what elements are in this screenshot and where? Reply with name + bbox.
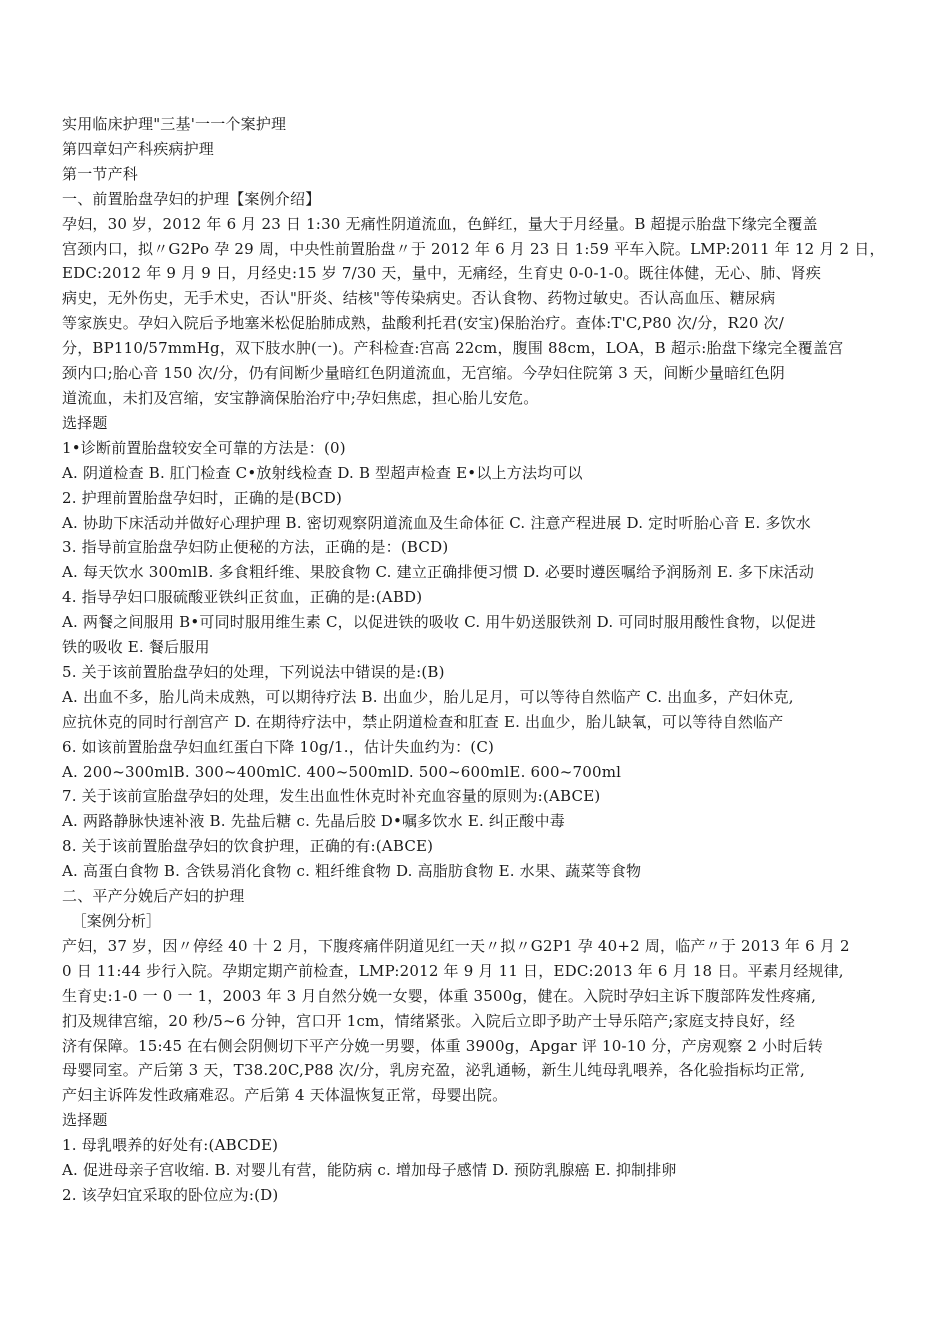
case1-line: 分，BP110/57mmHg，双下肢水肿(一)。产科检查:宫高 22cm，腹围 88cm，LOA，B 超示:胎盘下缘完全覆盖宫 [62, 339, 844, 358]
document-page [62, 112, 888, 1208]
case1-heading: 一、前置胎盘孕妇的护理【案例介绍】 [62, 189, 321, 208]
case2-line: 济有保障。15:45 在右侧会阴侧切下平产分娩一男婴，体重 3900g，Apgar 评 10-10 分，产房观察 2 小时后转 [62, 1036, 823, 1055]
question-text: 3. 指导前宣胎盘孕妇防止便秘的方法，正确的是：(BCD) [62, 538, 449, 557]
case1-questions [62, 436, 888, 884]
case2-heading: 二、平产分娩后产妇的护理 [62, 887, 245, 906]
chapter-title: 第四章妇产科疾病护理 [62, 139, 215, 158]
question-text: 7. 关于该前宣胎盘孕妇的处理，发生出血性休克时补充血容量的原则为:(ABCE) [62, 787, 601, 806]
question-text: 6. 如该前置胎盘孕妇血红蛋白下降 10g/1.，估计失血约为：(C) [62, 737, 495, 756]
case1-line: 道流血，未扪及宫缩，安宝静滴保胎治疗中;孕妇焦虑，担心胎儿安危。 [62, 388, 539, 407]
case1-line: 孕妇，30 岁，2012 年 6 月 23 日 1:30 无痛性阴道流血，色鲜红，量大于月经量。B 超提示胎盘下缘完全覆盖 [62, 214, 818, 233]
case2-line: 0 日 11:44 步行入院。孕期定期产前检查，LMP:2012 年 9 月 11 日，EDC:2013 年 6 月 18 日。平素月经规律, [62, 961, 844, 980]
case2-line: 产妇，37 岁，因〃停经 40 十 2 月，下腹疼痛伴阴道见红一天〃拟〃G2P1 孕 40+2 周，临产〃于 2013 年 6 月 2 [62, 936, 850, 955]
answer-options: A. 200~300mlB. 300~400mlC. 400~500mlD. 500~600mlE. 600~700ml [62, 762, 622, 781]
answer-options: A. 阴道检查 B. 肛门检查 C•放射线检查 D. B 型超声检查 E•以上方法均可以 [62, 463, 583, 482]
case1-line: 病史，无外伤史，无手术史，否认"肝炎、结核"等传染病史。否认食物、药物过敏史。否认高血压、糖尿病 [62, 289, 776, 308]
answer-options: A. 高蛋白食物 B. 含铁易消化食物 c. 粗纤维食物 D. 高脂肪食物 E. 水果、蔬菜等食物 [62, 862, 642, 881]
case1-line: 宫颈内口，拟〃G2Po 孕 29 周，中央性前置胎盘〃于 2012 年 6 月 23 日 1:59 平车入院。LMP:2011 年 12 月 2 日， [62, 239, 885, 258]
answer-options: 应抗休克的同时行剖宫产 D. 在期待疗法中，禁止阴道检查和肛查 E. 出血少，胎儿缺氧，可以等待自然临产 [62, 712, 784, 731]
question-text: 8. 关于该前置胎盘孕妇的饮食护理，正确的有:(ABCE) [62, 837, 434, 856]
case2-line: 扪及规律宫缩，20 秒/5~6 分钟，宫口开 1cm，情绪紧张。入院后立即予助产士导乐陪产;家庭支持良好，经 [62, 1011, 796, 1030]
case2-questions [62, 1133, 888, 1208]
case2-line: 生育史:1-0 一 0 一 1，2003 年 3 月自然分娩一女婴，体重 3500g，健在。入院时孕妇主诉下腹部阵发性疼痛, [62, 986, 817, 1005]
case2-description [62, 934, 888, 1108]
case1-quiz-heading: 选择题 [62, 413, 108, 432]
case1-line: 颈内口;胎心音 150 次/分，仍有间断少量暗红色阴道流血，无宫缩。今孕妇住院第 3 天，间断少量暗红色阴 [62, 364, 785, 383]
question-text: 5. 关于该前置胎盘孕妇的处理，下列说法中错误的是:(B) [62, 662, 445, 681]
answer-options: 铁的吸收 E. 餐后服用 [62, 638, 210, 657]
section-title: 第一节产科 [62, 164, 139, 183]
question-text: 2. 护理前置胎盘孕妇时，正确的是(BCD) [62, 488, 342, 507]
answer-options: A. 两路静脉快速补液 B. 先盐后糖 c. 先晶后胶 D•嘱多饮水 E. 纠正酸中毒 [62, 812, 565, 831]
question-text: 4. 指导孕妇口服硫酸亚铁纠正贫血，正确的是:(ABD) [62, 588, 423, 607]
case1-line: EDC:2012 年 9 月 9 日，月经史:15 岁 7/30 天，量中，无痛经，生育史 0-0-1-0。既往体健，无心、肺、肾疾 [62, 264, 822, 283]
answer-options: A. 每天饮水 300mlB. 多食粗纤维、果胶食物 C. 建立正确排便习惯 D. 必要时遵医嘱给予润肠剂 E. 多下床活动 [62, 563, 815, 582]
answer-options: A. 促进母亲子宫收缩. B. 对婴儿有营，能防病 c. 增加母子感情 D. 预防乳腺癌 E. 抑制排卵 [62, 1161, 677, 1180]
case2-line: 产妇主诉阵发性政痛难忍。产后第 4 天体温恢复正常，母婴出院。 [62, 1086, 508, 1105]
case1-line: 等家族史。孕妇入院后予地塞米松促胎肺成熟，盐酸利托君(安宝)保胎治疗。查体:T'C,P80 次/分，R20 次/ [62, 314, 785, 333]
question-text: 1•诊断前置胎盘较安全可靠的方法是：(0) [62, 438, 346, 457]
case2-line: 母婴同室。产后第 3 天，T38.20C,P88 次/分，乳房充盈，泌乳通畅，新生儿纯母乳喂养，各化验指标均正常, [62, 1061, 805, 1080]
question-text: 2. 该孕妇宜采取的卧位应为:(D) [62, 1185, 279, 1204]
case1-description [62, 212, 888, 411]
answer-options: A. 出血不多，胎儿尚未成熟，可以期待疗法 B. 出血少，胎儿足月，可以等待自然临产 C. 出血多，产妇休克, [62, 687, 794, 706]
question-text: 1. 母乳喂养的好处有:(ABCDE) [62, 1136, 279, 1155]
case2-subheading: ［案例分析］ [71, 912, 161, 930]
book-title: 实用临床护理"三基'一一个案护理 [62, 115, 287, 133]
answer-options: A. 两餐之间服用 B•可同时服用维生素 C，以促进铁的吸收 C. 用牛奶送服铁剂 D. 可同时服用酸性食物，以促进 [62, 613, 816, 632]
answer-options: A. 协助下床活动并做好心理护理 B. 密切观察阴道流血及生命体征 C. 注意产程进展 D. 定时听胎心音 E. 多饮水 [62, 513, 811, 532]
case2-quiz-heading: 选择题 [62, 1111, 108, 1130]
